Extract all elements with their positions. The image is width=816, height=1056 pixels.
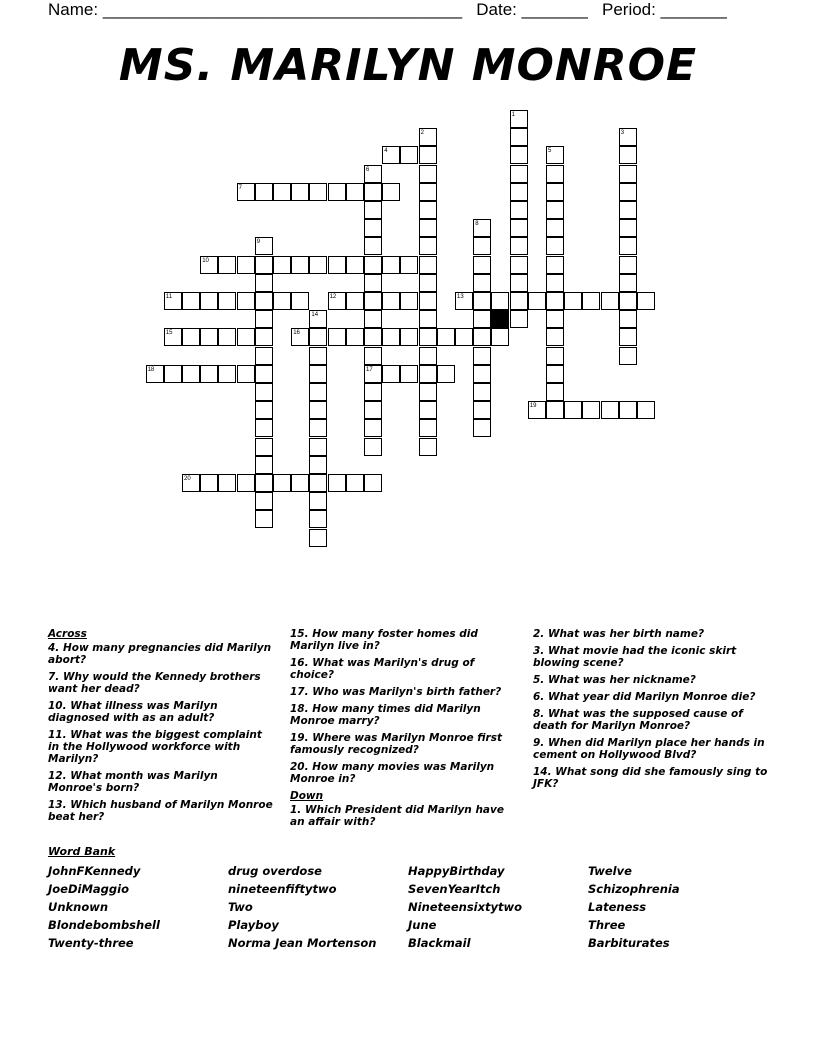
grid-cell[interactable] bbox=[546, 256, 564, 274]
grid-cell[interactable] bbox=[510, 146, 528, 164]
grid-cell[interactable] bbox=[218, 328, 236, 346]
grid-cell[interactable] bbox=[400, 365, 418, 383]
grid-cell[interactable] bbox=[255, 292, 273, 310]
clue: 16. What was Marilyn's drug of choice? bbox=[290, 657, 475, 681]
grid-cell[interactable] bbox=[328, 256, 346, 274]
clue: 7. Why would the Kennedy brothers want her dead? bbox=[48, 671, 261, 695]
grid-cell[interactable] bbox=[218, 256, 236, 274]
grid-cell[interactable] bbox=[200, 256, 218, 274]
grid-cell[interactable] bbox=[546, 328, 564, 346]
grid-cell[interactable] bbox=[382, 146, 400, 164]
word-bank-item: SevenYearItch bbox=[408, 882, 501, 896]
grid-cell[interactable] bbox=[400, 146, 418, 164]
grid-cell[interactable] bbox=[237, 183, 255, 201]
across-heading: Across bbox=[48, 628, 87, 640]
grid-cell[interactable] bbox=[419, 438, 437, 456]
word-bank-item: Unknown bbox=[48, 900, 109, 914]
grid-cell[interactable] bbox=[218, 474, 236, 492]
clue: 4. How many pregnancies did Marilyn abort? bbox=[48, 642, 272, 666]
grid-cell[interactable] bbox=[546, 237, 564, 255]
grid-cell[interactable] bbox=[237, 256, 255, 274]
grid-cell[interactable] bbox=[619, 274, 637, 292]
grid-cell[interactable] bbox=[419, 365, 437, 383]
grid-cell[interactable] bbox=[455, 292, 473, 310]
grid-cell[interactable] bbox=[164, 292, 182, 310]
grid-cell[interactable] bbox=[364, 383, 382, 401]
grid-cell[interactable] bbox=[419, 219, 437, 237]
grid-cell[interactable] bbox=[364, 237, 382, 255]
grid-cell[interactable] bbox=[546, 201, 564, 219]
clues-column-1 bbox=[48, 628, 273, 828]
grid-cell[interactable] bbox=[273, 292, 291, 310]
grid-cell[interactable] bbox=[309, 328, 327, 346]
grid-cell[interactable] bbox=[364, 365, 382, 383]
grid-cell[interactable] bbox=[546, 183, 564, 201]
grid-cell[interactable] bbox=[510, 110, 528, 128]
grid-cell[interactable] bbox=[546, 383, 564, 401]
grid-cell[interactable] bbox=[619, 310, 637, 328]
cell-number: 20 bbox=[184, 476, 191, 482]
grid-cell[interactable] bbox=[255, 310, 273, 328]
grid-cell[interactable] bbox=[510, 292, 528, 310]
cell-number: 13 bbox=[457, 294, 464, 300]
clue: 20. How many movies was Marilyn Monroe in? bbox=[290, 761, 495, 785]
grid-cell[interactable] bbox=[346, 256, 364, 274]
grid-cell[interactable] bbox=[273, 474, 291, 492]
grid-cell[interactable] bbox=[309, 347, 327, 365]
word-bank-item: Lateness bbox=[588, 900, 647, 914]
cell-number: 15 bbox=[165, 330, 173, 337]
grid-cell[interactable] bbox=[419, 165, 437, 183]
grid-cell[interactable] bbox=[510, 256, 528, 274]
grid-cell[interactable] bbox=[546, 292, 564, 310]
grid-cell[interactable] bbox=[255, 328, 273, 346]
cell-number: 4 bbox=[384, 148, 388, 155]
period-label: Period: bbox=[602, 0, 656, 19]
grid-cell[interactable] bbox=[237, 328, 255, 346]
grid-cell[interactable] bbox=[182, 328, 200, 346]
name-label: Name: bbox=[48, 0, 99, 19]
clue: 8. What was the supposed cause of death for Marilyn Monroe? bbox=[533, 708, 743, 732]
down-heading: Down bbox=[290, 790, 324, 802]
grid-cell[interactable] bbox=[255, 456, 273, 474]
grid-cell[interactable] bbox=[437, 365, 455, 383]
grid-cell[interactable] bbox=[255, 510, 273, 528]
grid-cell[interactable] bbox=[255, 401, 273, 419]
grid-cell[interactable] bbox=[400, 292, 418, 310]
grid-cell[interactable] bbox=[237, 474, 255, 492]
grid-cell[interactable] bbox=[473, 347, 491, 365]
grid-cell[interactable] bbox=[364, 201, 382, 219]
grid-cell[interactable] bbox=[364, 292, 382, 310]
grid-cell[interactable] bbox=[473, 219, 491, 237]
grid-cell[interactable] bbox=[419, 310, 437, 328]
grid-cell[interactable] bbox=[255, 474, 273, 492]
clue: 12. What month was Marilyn Monroe's born? bbox=[48, 770, 218, 794]
grid-cell[interactable] bbox=[255, 365, 273, 383]
grid-cell[interactable] bbox=[528, 292, 546, 310]
grid-cell[interactable] bbox=[200, 328, 218, 346]
grid-cell[interactable] bbox=[364, 310, 382, 328]
cell-number: 5 bbox=[548, 148, 552, 155]
grid-cell[interactable] bbox=[419, 146, 437, 164]
grid-cell[interactable] bbox=[400, 328, 418, 346]
grid-cell[interactable] bbox=[619, 128, 637, 146]
word-bank-item: JoeDiMaggio bbox=[48, 882, 129, 896]
grid-cell[interactable] bbox=[619, 219, 637, 237]
grid-cell[interactable] bbox=[473, 274, 491, 292]
grid-cell[interactable] bbox=[200, 365, 218, 383]
clue-list bbox=[533, 628, 768, 790]
grid-cell[interactable] bbox=[364, 219, 382, 237]
grid-cell[interactable] bbox=[382, 256, 400, 274]
grid-cell[interactable] bbox=[146, 365, 164, 383]
grid-cell[interactable] bbox=[473, 328, 491, 346]
clue: 10. What illness was Marilyn diagnosed with as an adult? bbox=[48, 700, 218, 724]
grid-cell[interactable] bbox=[382, 292, 400, 310]
grid-cell[interactable] bbox=[328, 183, 346, 201]
clue: 14. What song did she famously sing to JFK? bbox=[533, 766, 768, 790]
cell-number: 14 bbox=[311, 312, 319, 319]
cell-number: 3 bbox=[620, 130, 625, 137]
grid-cell[interactable] bbox=[273, 256, 291, 274]
grid-cell[interactable] bbox=[309, 474, 327, 492]
grid-cell[interactable] bbox=[346, 183, 364, 201]
grid-cell[interactable] bbox=[309, 383, 327, 401]
grid-cell[interactable] bbox=[291, 474, 309, 492]
clue: 2. What was her birth name? bbox=[533, 628, 705, 640]
grid-cell[interactable] bbox=[510, 201, 528, 219]
cell-number: 10 bbox=[202, 257, 209, 264]
grid-cell[interactable] bbox=[164, 365, 182, 383]
grid-cell[interactable] bbox=[419, 401, 437, 419]
grid-cell[interactable] bbox=[291, 183, 309, 201]
black-cell bbox=[491, 310, 509, 328]
grid-cell[interactable] bbox=[364, 474, 382, 492]
date-label: Date: bbox=[476, 0, 517, 19]
grid-cell[interactable] bbox=[255, 347, 273, 365]
clue: 6. What year did Marilyn Monroe die? bbox=[533, 691, 756, 703]
grid-cell[interactable] bbox=[419, 328, 437, 346]
grid-cell[interactable] bbox=[419, 128, 437, 146]
word-bank-item: nineteenfiftytwo bbox=[228, 882, 337, 896]
grid-cell[interactable] bbox=[255, 419, 273, 437]
cell-number: 1 bbox=[511, 112, 515, 118]
grid-cell[interactable] bbox=[182, 292, 200, 310]
grid-cell[interactable] bbox=[637, 401, 655, 419]
grid-cell[interactable] bbox=[564, 401, 582, 419]
grid-cell[interactable] bbox=[255, 183, 273, 201]
word-bank-item: Playboy bbox=[228, 918, 279, 932]
grid-cell[interactable] bbox=[364, 328, 382, 346]
grid-cell[interactable] bbox=[510, 274, 528, 292]
grid-cell[interactable] bbox=[382, 328, 400, 346]
grid-cell[interactable] bbox=[382, 183, 400, 201]
grid-cell[interactable] bbox=[255, 237, 273, 255]
grid-cell[interactable] bbox=[510, 165, 528, 183]
cell-number: 6 bbox=[366, 166, 370, 173]
grid-cell[interactable] bbox=[364, 165, 382, 183]
clues-column-2 bbox=[290, 628, 515, 833]
grid-cell[interactable] bbox=[546, 401, 564, 419]
grid-cell[interactable] bbox=[291, 256, 309, 274]
grid-cell[interactable] bbox=[619, 256, 637, 274]
clue: 13. Which husband of Marilyn Monroe beat her? bbox=[48, 799, 273, 823]
grid-cell[interactable] bbox=[473, 365, 491, 383]
cell-number: 8 bbox=[475, 221, 479, 228]
grid-cell[interactable] bbox=[309, 310, 327, 328]
period-blank[interactable]: _______ bbox=[660, 0, 727, 19]
grid-cell[interactable] bbox=[218, 292, 236, 310]
cell-number: 16 bbox=[293, 330, 300, 337]
grid-cell[interactable] bbox=[255, 492, 273, 510]
grid-cell[interactable] bbox=[473, 256, 491, 274]
grid-cell[interactable] bbox=[437, 328, 455, 346]
grid-cell[interactable] bbox=[419, 201, 437, 219]
grid-cell[interactable] bbox=[419, 274, 437, 292]
word-bank-item: June bbox=[408, 918, 437, 932]
grid-cell[interactable] bbox=[619, 146, 637, 164]
grid-cell[interactable] bbox=[619, 292, 637, 310]
clue-list bbox=[290, 628, 515, 785]
grid-cell[interactable] bbox=[382, 365, 400, 383]
grid-cell[interactable] bbox=[601, 292, 619, 310]
clue: 3. What movie had the iconic skirt blowing scene? bbox=[533, 645, 737, 669]
word-bank-item: HappyBirthday bbox=[408, 864, 505, 878]
grid-cell[interactable] bbox=[309, 510, 327, 528]
grid-cell[interactable] bbox=[328, 328, 346, 346]
cell-number: 9 bbox=[256, 239, 261, 246]
grid-cell[interactable] bbox=[601, 401, 619, 419]
grid-cell[interactable] bbox=[510, 219, 528, 237]
grid-cell[interactable] bbox=[619, 328, 637, 346]
grid-cell[interactable] bbox=[619, 401, 637, 419]
grid-cell[interactable] bbox=[309, 492, 327, 510]
word-bank-item: Nineteensixtytwo bbox=[408, 900, 523, 914]
clue-list bbox=[48, 642, 273, 823]
grid-cell[interactable] bbox=[637, 292, 655, 310]
grid-cell[interactable] bbox=[182, 474, 200, 492]
grid-cell[interactable] bbox=[364, 183, 382, 201]
grid-cell[interactable] bbox=[309, 183, 327, 201]
grid-cell[interactable] bbox=[419, 237, 437, 255]
cell-number: 11 bbox=[165, 294, 173, 300]
grid-cell[interactable] bbox=[164, 328, 182, 346]
word-bank-item: JohnFKennedy bbox=[48, 864, 141, 878]
word-bank bbox=[48, 864, 768, 950]
grid-cell[interactable] bbox=[546, 310, 564, 328]
grid-cell[interactable] bbox=[510, 310, 528, 328]
clue: 11. What was the biggest complaint in the Hollywood workforce with Marilyn? bbox=[48, 729, 262, 765]
grid-cell[interactable] bbox=[255, 438, 273, 456]
grid-cell[interactable] bbox=[364, 419, 382, 437]
grid-cell[interactable] bbox=[491, 328, 509, 346]
word-bank-item: Schizophrenia bbox=[588, 882, 680, 896]
grid-cell[interactable] bbox=[237, 292, 255, 310]
grid-cell[interactable] bbox=[546, 146, 564, 164]
word-bank-item: Barbiturates bbox=[588, 936, 670, 950]
clue: 17. Who was Marilyn's birth father? bbox=[290, 686, 502, 698]
cell-number: 17 bbox=[366, 366, 373, 373]
grid-cell[interactable] bbox=[546, 347, 564, 365]
word-bank-item: drug overdose bbox=[228, 864, 322, 878]
grid-cell[interactable] bbox=[419, 383, 437, 401]
grid-cell[interactable] bbox=[491, 292, 509, 310]
word-bank-item: Twelve bbox=[588, 864, 632, 878]
grid-cell[interactable] bbox=[346, 474, 364, 492]
grid-cell[interactable] bbox=[510, 128, 528, 146]
grid-cell[interactable] bbox=[200, 474, 218, 492]
grid-cell[interactable] bbox=[255, 383, 273, 401]
grid-cell[interactable] bbox=[400, 256, 418, 274]
grid-cell[interactable] bbox=[218, 365, 236, 383]
grid-cell[interactable] bbox=[364, 347, 382, 365]
name-blank[interactable]: ______________________________________ bbox=[102, 0, 463, 19]
word-bank-item: Three bbox=[588, 918, 626, 932]
grid-cell[interactable] bbox=[564, 292, 582, 310]
grid-cell[interactable] bbox=[182, 365, 200, 383]
grid-cell[interactable] bbox=[419, 419, 437, 437]
grid-cell[interactable] bbox=[255, 274, 273, 292]
grid-cell[interactable] bbox=[473, 401, 491, 419]
date-blank[interactable]: _______ bbox=[521, 0, 588, 19]
grid-cell[interactable] bbox=[619, 201, 637, 219]
grid-cell[interactable] bbox=[582, 401, 600, 419]
cell-number: 7 bbox=[238, 184, 242, 191]
grid-cell[interactable] bbox=[419, 256, 437, 274]
grid-cell[interactable] bbox=[309, 419, 327, 437]
clues-column-3 bbox=[533, 628, 768, 795]
grid-cell[interactable] bbox=[546, 274, 564, 292]
grid-cell[interactable] bbox=[273, 183, 291, 201]
word-bank-item: Blackmail bbox=[408, 936, 471, 950]
grid-cell[interactable] bbox=[582, 292, 600, 310]
grid-cell[interactable] bbox=[473, 383, 491, 401]
grid-cell[interactable] bbox=[419, 347, 437, 365]
grid-cell[interactable] bbox=[528, 401, 546, 419]
grid-cell[interactable] bbox=[200, 292, 218, 310]
grid-cell[interactable] bbox=[619, 347, 637, 365]
cell-number: 2 bbox=[420, 130, 424, 137]
clue: 18. How many times did Marilyn Monroe marry? bbox=[290, 703, 481, 727]
grid-cell[interactable] bbox=[546, 219, 564, 237]
grid-cell[interactable] bbox=[364, 256, 382, 274]
grid-cell[interactable] bbox=[619, 183, 637, 201]
cell-number: 18 bbox=[147, 366, 155, 373]
grid-cell[interactable] bbox=[309, 365, 327, 383]
grid-cell[interactable] bbox=[619, 237, 637, 255]
grid-cell[interactable] bbox=[346, 292, 364, 310]
grid-cell[interactable] bbox=[255, 256, 273, 274]
grid-cell[interactable] bbox=[309, 529, 327, 547]
grid-cell[interactable] bbox=[455, 328, 473, 346]
grid-cell[interactable] bbox=[419, 183, 437, 201]
clue: 19. Where was Marilyn Monroe first famously recognized? bbox=[290, 732, 502, 756]
grid-cell[interactable] bbox=[328, 474, 346, 492]
grid-cell[interactable] bbox=[364, 274, 382, 292]
grid-cell[interactable] bbox=[309, 401, 327, 419]
page-title: MS. MARILYN MONROE bbox=[118, 40, 698, 91]
word-bank-item: Norma Jean Mortenson bbox=[228, 936, 377, 950]
clue: 15. How many foster homes did Marilyn live in? bbox=[290, 628, 478, 652]
grid-cell[interactable] bbox=[510, 183, 528, 201]
word-bank-item: Blondebombshell bbox=[48, 918, 160, 932]
clue-list bbox=[290, 804, 515, 828]
grid-cell[interactable] bbox=[419, 292, 437, 310]
grid-cell[interactable] bbox=[291, 328, 309, 346]
grid-cell[interactable] bbox=[309, 438, 327, 456]
grid-cell[interactable] bbox=[291, 292, 309, 310]
cell-number: 19 bbox=[529, 403, 537, 410]
grid-cell[interactable] bbox=[546, 165, 564, 183]
grid-cell[interactable] bbox=[473, 310, 491, 328]
grid-cell[interactable] bbox=[510, 237, 528, 255]
clue: 9. When did Marilyn place her hands in cement on Hollywood Blvd? bbox=[533, 737, 765, 761]
clue: 1. Which President did Marilyn have an affair with? bbox=[290, 804, 504, 828]
grid-cell[interactable] bbox=[309, 256, 327, 274]
word-bank-title: Word Bank bbox=[48, 845, 116, 858]
grid-cell[interactable] bbox=[364, 438, 382, 456]
grid-cell[interactable] bbox=[237, 365, 255, 383]
grid-cell[interactable] bbox=[346, 328, 364, 346]
cell-number: 12 bbox=[329, 294, 337, 300]
grid-cell[interactable] bbox=[364, 401, 382, 419]
grid-cell[interactable] bbox=[619, 165, 637, 183]
grid-cell[interactable] bbox=[473, 292, 491, 310]
grid-cell[interactable] bbox=[473, 237, 491, 255]
word-bank-item: Two bbox=[228, 900, 253, 914]
grid-cell[interactable] bbox=[328, 292, 346, 310]
grid-cell[interactable] bbox=[309, 456, 327, 474]
clue: 5. What was her nickname? bbox=[533, 674, 696, 686]
word-bank-item: Twenty-three bbox=[48, 936, 134, 950]
grid-cell[interactable] bbox=[473, 419, 491, 437]
grid-cell[interactable] bbox=[546, 365, 564, 383]
